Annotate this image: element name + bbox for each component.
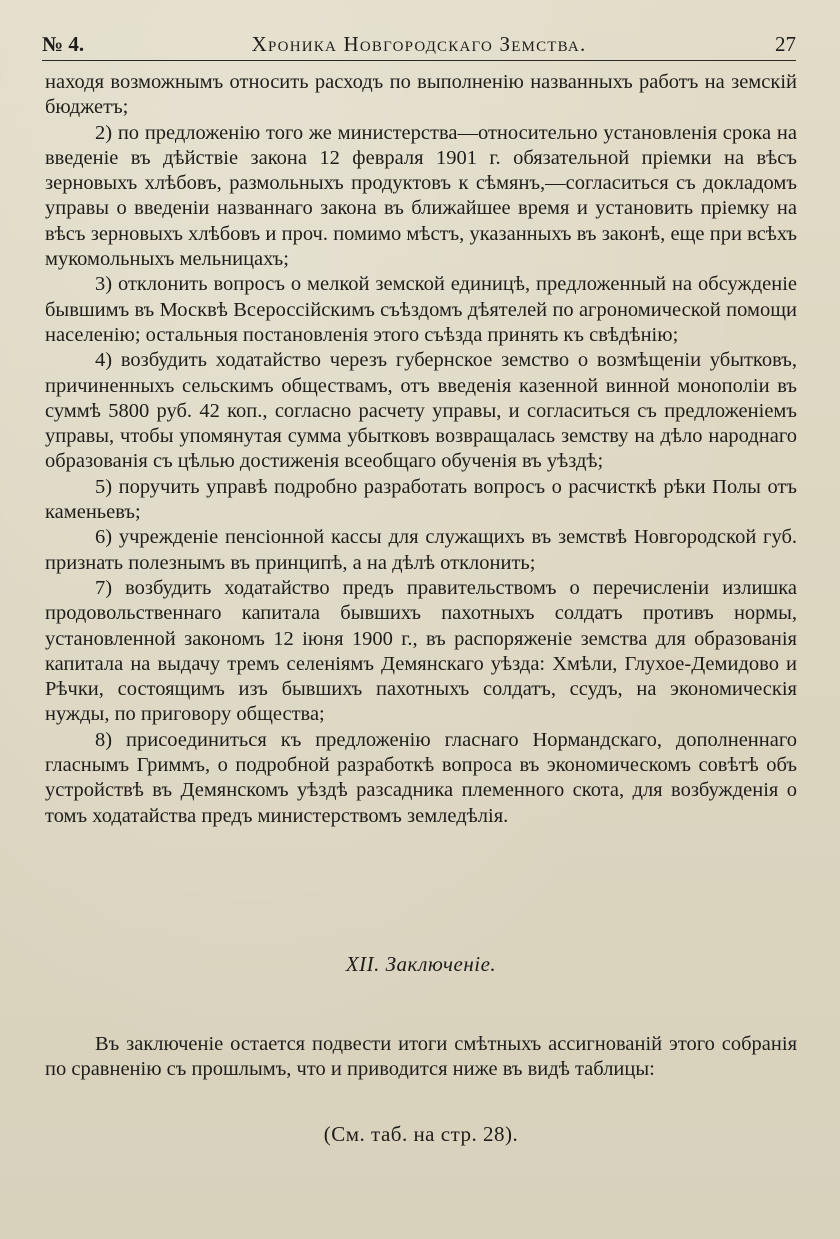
body-text <box>45 70 797 829</box>
conclusion-paragraph: Въ заключеніе остается подвести итоги смѣтныхъ ассигнованій этого собранія по сравненію съ прошлымъ, что и приводится ниже въ видѣ таблицы: <box>45 1033 797 1081</box>
paragraph-continuation: находя возможнымъ относить расходъ по выполненію названныхъ работъ на земскій бюджетъ; <box>45 71 797 119</box>
paragraph-item-4: 4) возбудить ходатайство черезъ губернское земство о возмѣщеніи убытковъ, причиненныхъ сельскимъ обществамъ, отъ введенія казенной винной монополіи въ суммѣ 5800 руб. 42 коп., согласно расчету управы, и согласиться съ предложеніемъ управы, чтобы упомянутая сумма убытковъ возвращалась земству на дѣло народнаго образованія съ цѣлью достиженія всеобщаго обученія въ уѣздѣ; <box>45 349 797 473</box>
header-rule <box>42 60 796 61</box>
page-number: 27 <box>775 32 796 56</box>
paragraph-item-7: 7) возбудить ходатайство предъ правительствомъ о перечисленіи излишка продовольственнаго капитала бывшихъ пахотныхъ солдатъ противъ нормы, установленной закономъ 12 іюня 1900 г., въ распоряженіе земства для образованія капитала на выдачу тремъ селеніямъ Демянскаго уѣзда: Хмѣли, Глухое-Демидово и Рѣчки, состоящимъ изъ бывшихъ пахотныхъ солдатъ, ссудъ, на экономическія нужды, по приговору общества; <box>45 576 797 726</box>
running-title: Хроника Новгородскаго Земства. <box>251 32 587 56</box>
section-heading: XII. Заключеніе. <box>345 952 497 976</box>
paragraph-item-6: 6) учрежденіе пенсіонной кассы для служащихъ въ земствѣ Новгородской губ. признать полезнымъ въ принципѣ, а на дѣлѣ отклонить; <box>45 526 797 574</box>
paragraph-item-5: 5) поручить управѣ подробно разработать вопросъ о расчисткѣ рѣки Полы отъ каменьевъ; <box>45 475 797 524</box>
table-reference: (См. таб. на стр. 28). <box>323 1122 519 1146</box>
paragraph-item-8: 8) присоединиться къ предложенію гласнаго Нормандскаго, дополненнаго гласнымъ Гриммъ, о подробной разработкѣ вопроса въ экономическомъ совѣтѣ объ устройствѣ въ Демянскомъ уѣздѣ разсадника племенного скота, для возбужденія о томъ ходатайства предъ министерствомъ земледѣлія. <box>45 728 797 827</box>
conclusion-text <box>45 1032 797 1083</box>
paragraph-item-2: 2) по предложенію того же министерства—относительно установленія срока на введеніе въ дѣйствіе закона 12 февраля 1901 г. обязательной пріемки на вѣсъ зерновыхъ хлѣбовъ, размольныхъ продуктовъ к сѣмянъ,—согласиться съ докладомъ управы о введеніи названнаго закона въ ближайшее время и установить пріемку на вѣсъ зерновыхъ хлѣбовъ и проч. помимо мѣстъ, указанныхъ въ законѣ, еще при всѣхъ мукомольныхъ мельницахъ; <box>45 121 797 271</box>
page-header <box>42 30 796 58</box>
paragraph-item-3: 3) отклонить вопросъ о мелкой земской единицѣ, предложенный на обсужденіе бывшимъ въ Москвѣ Всероссійскимъ съѣздомъ дѣятелей по агрономической помощи населенію; остальныя постановленія этого съѣзда принять къ свѣдѣнію; <box>45 273 797 346</box>
issue-number: № 4. <box>42 32 85 56</box>
